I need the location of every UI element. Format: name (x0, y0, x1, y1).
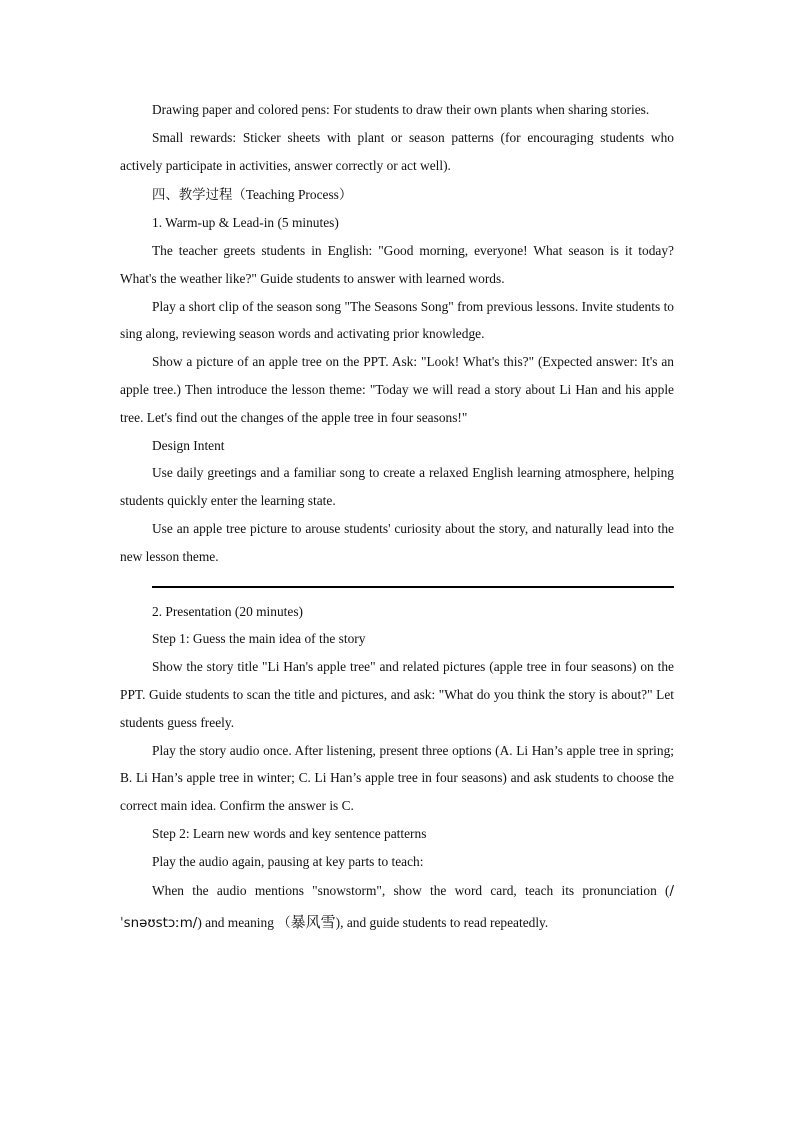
warmup-paragraph: Play a short clip of the season song "The Seasons Song" from previous lessons. Invite students to sing along, reviewing season words and activating prior knowledge. (120, 298, 674, 342)
step2-intro: Play the audio again, pausing at key parts to teach: (152, 853, 424, 869)
step2-item-text: ), and guide students to read repeatedly. (335, 914, 549, 930)
section-divider (152, 586, 674, 588)
design-intent-label: Design Intent (152, 437, 225, 453)
warmup-paragraph: Show a picture of an apple tree on the PPT. Ask: "Look! What's this?" (Expected answer: It's an apple tree.) Then introduce the lesson theme: "Today we will read a story about Li Han and his apple tree. Let's find out the changes of the apple tree in four seasons!" (120, 354, 674, 425)
materials-drawing-paper: Drawing paper and colored pens: For students to draw their own plants when sharing stories. (152, 102, 650, 117)
presentation-title: 2. Presentation (20 minutes) (152, 603, 303, 619)
warmup-paragraph: The teacher greets students in English: "Good morning, everyone! What season is it today? What's the weather like?" Guide students to answer with learned words. (120, 242, 674, 286)
step2-title: Step 2: Learn new words and key sentence patterns (152, 825, 427, 841)
step2-item-text: When the audio mentions "snowstorm", show the word card, teach its pronunciation ( (152, 882, 670, 898)
phonetic-transcription: /ˈsnəʊstɔːm/ (120, 883, 674, 931)
chinese-meaning: 暴风雪 (290, 912, 336, 931)
section-heading-teaching-process: 四、教学过程（Teaching Process） (152, 187, 353, 203)
step2-item-snowstorm (120, 876, 674, 939)
design-intent-paragraph: Use daily greetings and a familiar song to create a relaxed English learning atmosphere, helping students quickly enter the learning state. (120, 465, 674, 509)
step1-paragraph: Play the story audio once. After listening, present three options (A. Li Han’s apple tree in spring; B. Li Han’s apple tree in winter; C. Li Han’s apple tree in four seasons) and ask students to choose the correct main idea. Confirm the answer is C. (120, 742, 674, 814)
step2-item-text: ) and meaning （ (197, 914, 291, 930)
step1-paragraph: Show the story title "Li Han's apple tree" and related pictures (apple tree in four seasons) on the PPT. Guide students to scan the title and pictures, and ask: "What do you think the story is about?" Let students guess freely. (120, 659, 674, 730)
warmup-title: 1. Warm-up & Lead-in (5 minutes) (152, 215, 339, 231)
document-body (120, 96, 674, 939)
design-intent-paragraph: Use an apple tree picture to arouse students' curiosity about the story, and naturally lead into the new lesson theme. (120, 520, 674, 564)
materials-small-rewards: Small rewards: Sticker sheets with plant or season patterns (for encouraging students who actively participate in activities, answer correctly or act well). (120, 129, 674, 173)
step1-title: Step 1: Guess the main idea of the story (152, 631, 366, 647)
